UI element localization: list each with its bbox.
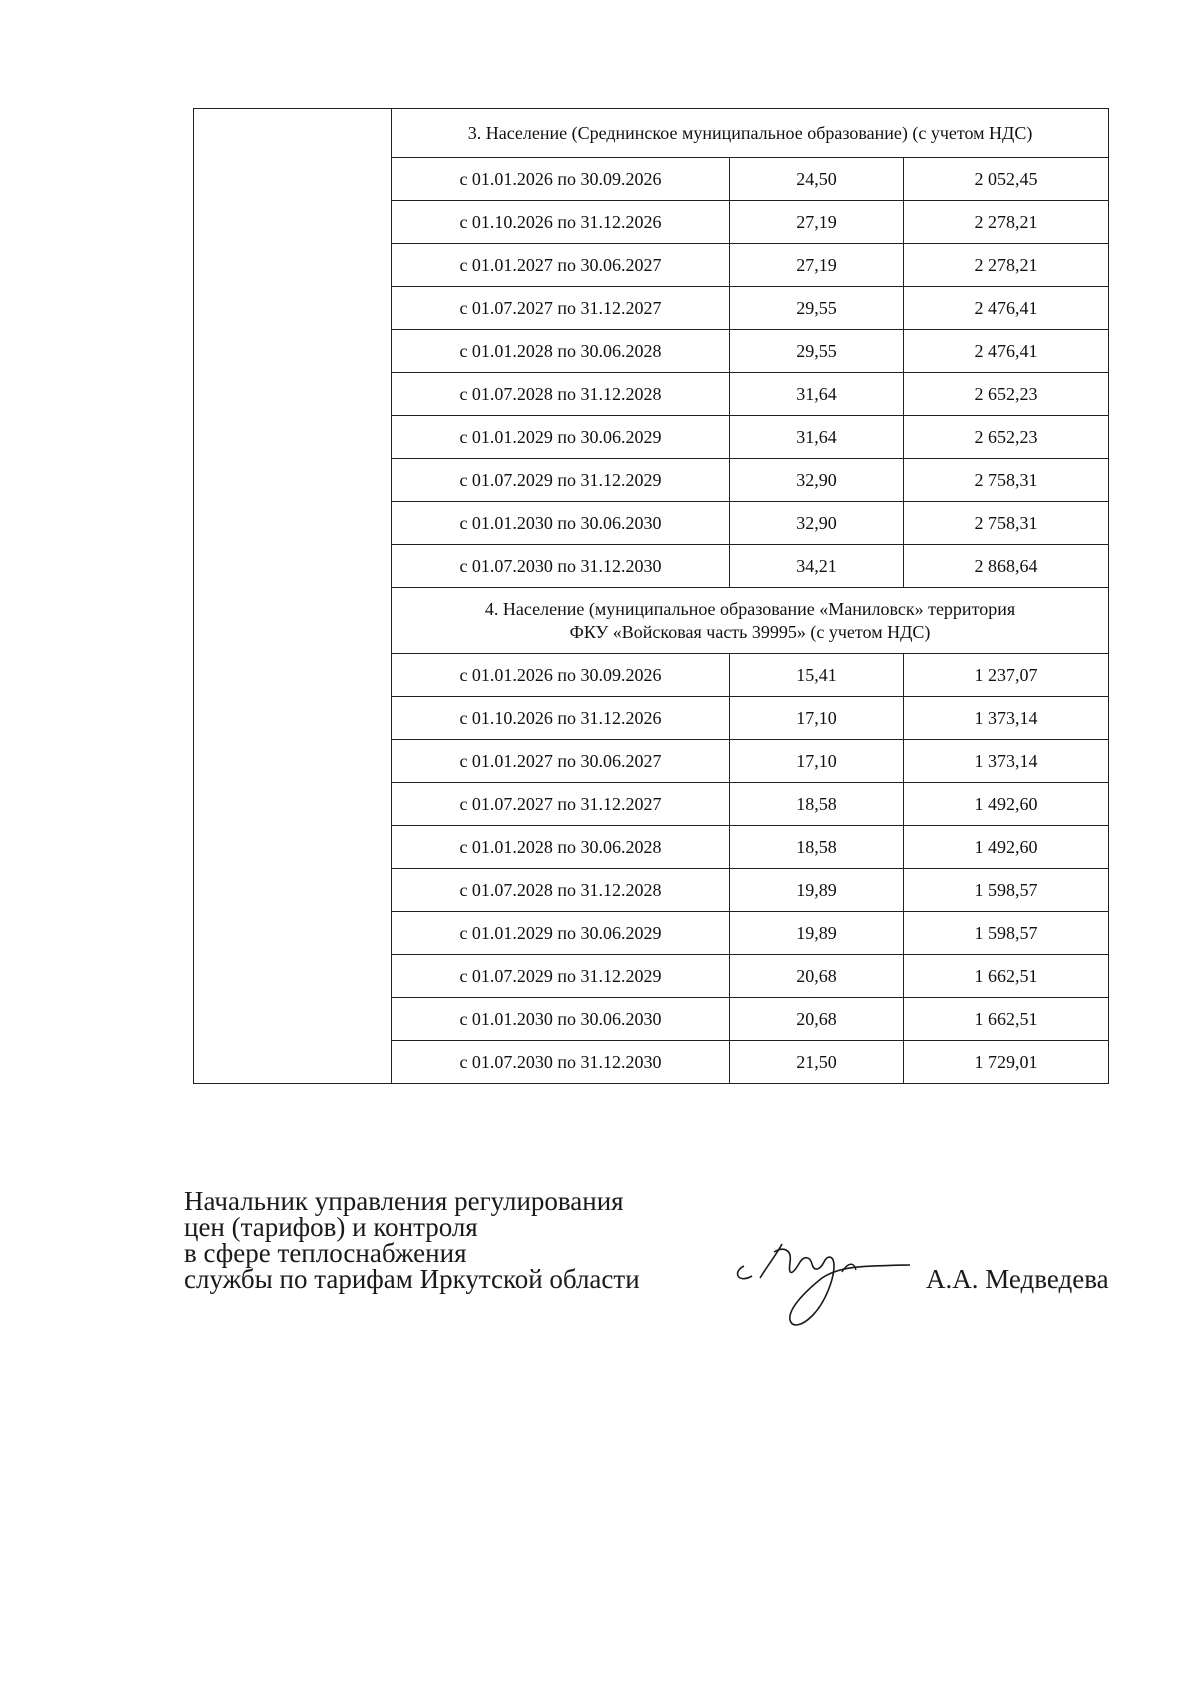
period-cell: с 01.07.2030 по 31.12.2030 bbox=[392, 1041, 730, 1084]
value-2-cell: 1 598,57 bbox=[904, 869, 1109, 912]
period-cell: с 01.10.2026 по 31.12.2026 bbox=[392, 201, 730, 244]
value-1-cell: 17,10 bbox=[730, 697, 904, 740]
position-line-3: в сфере теплоснабжения bbox=[184, 1238, 467, 1268]
period-cell: с 01.01.2026 по 30.09.2026 bbox=[392, 654, 730, 697]
section-3-title: 3. Население (Среднинское муниципальное образование) (с учетом НДС) bbox=[392, 109, 1109, 158]
value-1-cell: 20,68 bbox=[730, 955, 904, 998]
period-cell: с 01.07.2029 по 31.12.2029 bbox=[392, 955, 730, 998]
section-4-title-line-1: 4. Население (муниципальное образование «Маниловск» территория bbox=[484, 598, 1016, 619]
value-1-cell: 34,21 bbox=[730, 545, 904, 588]
value-1-cell: 27,19 bbox=[730, 201, 904, 244]
value-2-cell: 2 652,23 bbox=[904, 416, 1109, 459]
tariff-table bbox=[193, 108, 1109, 1084]
value-2-cell: 2 052,45 bbox=[904, 158, 1109, 201]
value-1-cell: 19,89 bbox=[730, 912, 904, 955]
value-1-cell: 27,19 bbox=[730, 244, 904, 287]
period-cell: с 01.07.2028 по 31.12.2028 bbox=[392, 373, 730, 416]
period-cell: с 01.07.2028 по 31.12.2028 bbox=[392, 869, 730, 912]
value-2-cell: 1 662,51 bbox=[904, 955, 1109, 998]
period-cell: с 01.07.2030 по 31.12.2030 bbox=[392, 545, 730, 588]
value-2-cell: 2 652,23 bbox=[904, 373, 1109, 416]
value-2-cell: 1 492,60 bbox=[904, 783, 1109, 826]
value-1-cell: 18,58 bbox=[730, 783, 904, 826]
signatory-position bbox=[184, 1188, 640, 1292]
value-1-cell: 24,50 bbox=[730, 158, 904, 201]
value-2-cell: 2 278,21 bbox=[904, 244, 1109, 287]
period-cell: с 01.07.2027 по 31.12.2027 bbox=[392, 783, 730, 826]
value-1-cell: 31,64 bbox=[730, 373, 904, 416]
value-1-cell: 18,58 bbox=[730, 826, 904, 869]
period-cell: с 01.01.2027 по 30.06.2027 bbox=[392, 740, 730, 783]
position-line-1: Начальник управления регулирования bbox=[184, 1186, 624, 1216]
period-cell: с 01.01.2029 по 30.06.2029 bbox=[392, 912, 730, 955]
empty-first-column bbox=[194, 109, 392, 1084]
value-1-cell: 20,68 bbox=[730, 998, 904, 1041]
value-1-cell: 32,90 bbox=[730, 502, 904, 545]
period-cell: с 01.01.2028 по 30.06.2028 bbox=[392, 330, 730, 373]
value-2-cell: 1 237,07 bbox=[904, 654, 1109, 697]
value-1-cell: 15,41 bbox=[730, 654, 904, 697]
period-cell: с 01.07.2027 по 31.12.2027 bbox=[392, 287, 730, 330]
value-1-cell: 32,90 bbox=[730, 459, 904, 502]
value-1-cell: 21,50 bbox=[730, 1041, 904, 1084]
value-1-cell: 19,89 bbox=[730, 869, 904, 912]
value-1-cell: 29,55 bbox=[730, 287, 904, 330]
period-cell: с 01.01.2030 по 30.06.2030 bbox=[392, 502, 730, 545]
value-2-cell: 2 758,31 bbox=[904, 459, 1109, 502]
value-2-cell: 1 373,14 bbox=[904, 697, 1109, 740]
value-1-cell: 29,55 bbox=[730, 330, 904, 373]
position-line-2: цен (тарифов) и контроля bbox=[184, 1212, 478, 1242]
period-cell: с 01.01.2030 по 30.06.2030 bbox=[392, 998, 730, 1041]
section-4-title-line-2: ФКУ «Войсковая часть 39995» (с учетом НДС) bbox=[569, 621, 931, 642]
handwritten-signature-icon bbox=[730, 1232, 920, 1332]
period-cell: с 01.01.2027 по 30.06.2027 bbox=[392, 244, 730, 287]
value-2-cell: 1 492,60 bbox=[904, 826, 1109, 869]
period-cell: с 01.01.2026 по 30.09.2026 bbox=[392, 158, 730, 201]
value-2-cell: 1 598,57 bbox=[904, 912, 1109, 955]
value-1-cell: 17,10 bbox=[730, 740, 904, 783]
value-2-cell: 2 476,41 bbox=[904, 287, 1109, 330]
period-cell: с 01.01.2028 по 30.06.2028 bbox=[392, 826, 730, 869]
value-2-cell: 1 662,51 bbox=[904, 998, 1109, 1041]
period-cell: с 01.01.2029 по 30.06.2029 bbox=[392, 416, 730, 459]
value-2-cell: 2 278,21 bbox=[904, 201, 1109, 244]
value-2-cell: 1 729,01 bbox=[904, 1041, 1109, 1084]
value-1-cell: 31,64 bbox=[730, 416, 904, 459]
value-2-cell: 2 758,31 bbox=[904, 502, 1109, 545]
value-2-cell: 2 476,41 bbox=[904, 330, 1109, 373]
position-line-4: службы по тарифам Иркутской области bbox=[184, 1264, 640, 1294]
section-4-title bbox=[392, 588, 1109, 654]
value-2-cell: 2 868,64 bbox=[904, 545, 1109, 588]
period-cell: с 01.10.2026 по 31.12.2026 bbox=[392, 697, 730, 740]
period-cell: с 01.07.2029 по 31.12.2029 bbox=[392, 459, 730, 502]
signer-name: А.А. Медведева bbox=[926, 1264, 1109, 1294]
section-3-header-row bbox=[194, 109, 1109, 158]
value-2-cell: 1 373,14 bbox=[904, 740, 1109, 783]
